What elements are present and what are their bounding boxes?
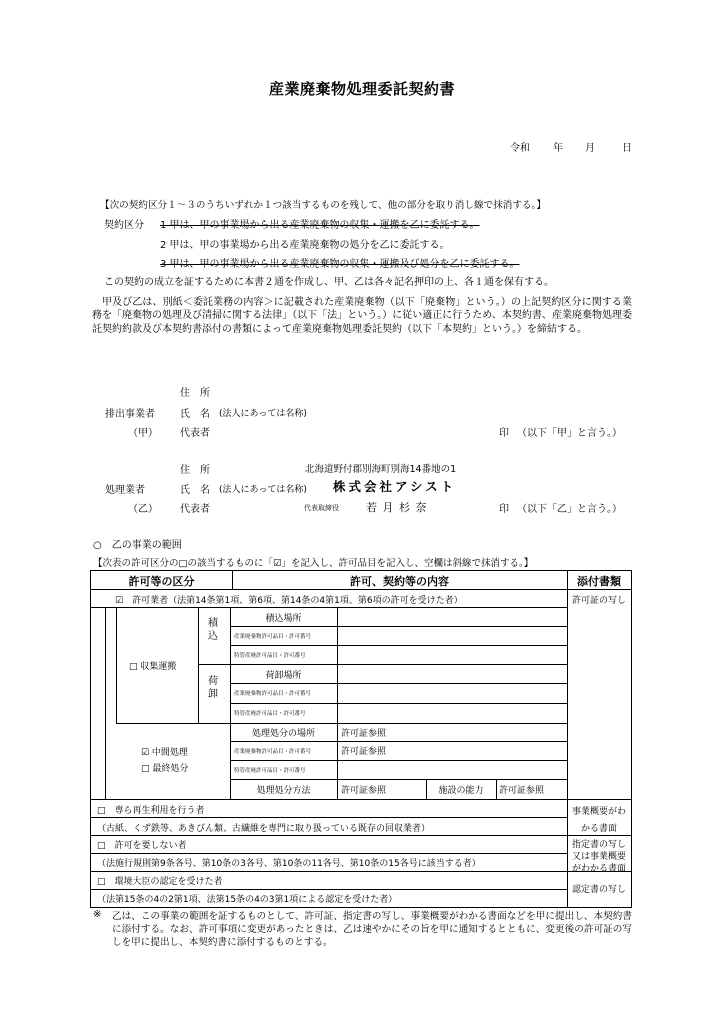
disposal-permit-general: 産業廃棄物許可品目・許可番号 <box>234 749 312 755</box>
recycle-note: （古紙、くず鉄等、あきびん類、古繊維を専門に取り扱っている既存の回収業者） <box>97 824 431 834</box>
party-b-role-short: （乙） <box>128 504 158 515</box>
party-a-rep-label: 代表者 <box>180 428 210 439</box>
no-permit-checkbox[interactable]: □ 許可を要しない者 <box>97 841 187 851</box>
party-b-address-label: 住 所 <box>180 465 210 476</box>
party-b-seal: 印 <box>499 504 509 515</box>
footnote-text: 乙は、この事業の範囲を証するものとして、許可証、指定書の写し、事業概要がわかる書面などを甲に提出し、本契約書に添付する。なお、許可事項に変更があったときは、乙は速やかにその旨を甲に通知するとともに、変更後の許可証の写しを甲に提出し、本契約書に添付するものとする。 <box>112 911 632 949</box>
unloading-permit-general: 産業廃棄物許可品目・許可番号 <box>234 691 312 697</box>
licensed-doc: 許可証の写し <box>571 596 626 606</box>
loading-permit-general: 産業廃棄物許可品目・許可番号 <box>234 634 312 640</box>
scope-heading: ○ 乙の事業の範囲 <box>93 540 182 551</box>
party-a-role-short: （甲） <box>128 428 158 439</box>
loading-place: 積込場所 <box>265 614 302 624</box>
loading-label: 積込 <box>208 618 218 642</box>
minister-doc: 認定書の写し <box>571 885 626 895</box>
scope-instruction: 【次表の許可区分の□の該当するものに「☑」を記入し、許可品目を記入し、空欄は斜線で抹消する。】 <box>93 558 534 569</box>
footnote-mark: ※ <box>93 909 102 920</box>
recycle-doc: 事業概要がわかる書面 <box>571 807 626 834</box>
party-b-rep-title: 代表取締役 <box>304 504 339 512</box>
header-content: 許可、契約等の内容 <box>350 575 449 588</box>
date-month: 月 <box>585 143 595 154</box>
unloading-place: 荷卸場所 <box>265 671 302 681</box>
document-title: 産業廃棄物処理委託契約書 <box>268 80 455 98</box>
loading-permit-special: 特管産廃許可品目・許可番号 <box>234 653 306 659</box>
party-b-rep-label: 代表者 <box>180 504 210 515</box>
party-b-company: 株式会社アシスト <box>333 479 457 494</box>
date-year: 年 <box>553 143 563 154</box>
minister-note: （法第15条の4の2第1項、法第15条の4の3第1項による認定を受けた者） <box>97 895 398 905</box>
intermediate-treatment-checkbox[interactable]: ☑ 中間処理 <box>141 748 188 758</box>
contract-instruction: 【次の契約区分１～３のうちいずれか１つ該当するものを残して、他の部分を取り消し線で抹消する。】 <box>100 200 546 211</box>
party-a-alias: （以下「甲」と言う。） <box>517 428 622 439</box>
unloading-permit-special: 特管産廃許可品目・許可番号 <box>234 711 306 717</box>
minister-certified-checkbox[interactable]: □ 環境大臣の認定を受けた者 <box>97 877 223 887</box>
party-b-name-note: (法人にあっては名称) <box>219 485 307 495</box>
party-a-name-note: (法人にあっては名称) <box>219 409 307 419</box>
facility-capacity-label: 施設の能力 <box>438 786 484 796</box>
disposal-method-label: 処理処分方法 <box>256 786 311 796</box>
date-era: 令和 <box>510 143 530 154</box>
contract-type-3: 3 甲は、甲の事業場から出る産業廃棄物の収集・運搬及び処分を乙に委託する。 <box>160 259 520 270</box>
disposal-place-label: 処理処分の場所 <box>251 729 315 739</box>
disposal-permit-value: 許可証参照 <box>341 747 387 757</box>
party-a-name-label: 氏 名 <box>180 409 210 420</box>
final-disposal-checkbox[interactable]: □ 最終処分 <box>141 764 189 774</box>
body-paragraph: 甲及び乙は、別紙＜委託業務の内容＞に記載された産業廃棄物（以下「廃棄物」という。）の上記契約区分に関する業務を「廃棄物の処理及び清掃に関する法律」（以下「法」という。）に従い適正に行うため、本契約書、産業廃棄物処理委託契約約款及び本契約書添付の書類によって産業廃棄物処理委託契約（以下「本契約」という。）を締結する。 <box>92 297 632 335</box>
party-b-alias: （以下「乙」と言う。） <box>517 504 622 515</box>
contract-type-label: 契約区分 <box>104 220 144 231</box>
party-a-address-label: 住 所 <box>180 388 210 399</box>
disposal-place-value: 許可証参照 <box>341 729 387 739</box>
party-b-address: 北海道野付郡別海町別海14番地の1 <box>305 464 457 475</box>
facility-capacity-value: 許可証参照 <box>499 786 545 796</box>
party-b-name-label: 氏 名 <box>180 485 210 496</box>
licensed-business-checkbox[interactable]: ☑ 許可業者（法第14条第1項、第6項、第14条の4第1項、第6項の許可を受けた者） <box>115 596 463 606</box>
contract-type-2: 2 甲は、甲の事業場から出る産業廃棄物の処分を乙に委託する。 <box>160 240 450 251</box>
party-b-role: 処理業者 <box>105 485 145 496</box>
recycle-checkbox[interactable]: □ 専ら再生利用を行う者 <box>97 806 205 816</box>
header-category: 許可等の区分 <box>128 575 195 588</box>
party-b-rep-name: 若 月 杉 奈 <box>366 501 428 514</box>
no-permit-doc: 指定書の写し又は事業概要がわかる書面 <box>571 840 626 874</box>
disposal-permit-special: 特管産廃許可品目・許可番号 <box>234 768 306 774</box>
proof-line: この契約の成立を証するために本書２通を作成し、甲、乙は各々記名押印の上、各１通を保有する。 <box>104 277 554 288</box>
contract-type-1: 1 甲は、甲の事業場から出る産業廃棄物の収集・運搬を乙に委託する。 <box>160 220 480 231</box>
no-permit-note: （法施行規則第9条各号、第10条の3各号、第10条の11各号、第10条の15各号に該当する者） <box>97 859 481 869</box>
party-a-role: 排出事業者 <box>105 409 155 420</box>
scope-table <box>90 570 632 908</box>
header-documents: 添付書類 <box>577 575 621 588</box>
disposal-method-value: 許可証参照 <box>341 786 387 796</box>
collection-transport-checkbox[interactable]: □ 収集運搬 <box>129 662 177 672</box>
unloading-label: 荷卸 <box>208 676 218 700</box>
date-day: 日 <box>622 143 632 154</box>
party-a-seal: 印 <box>499 428 509 439</box>
